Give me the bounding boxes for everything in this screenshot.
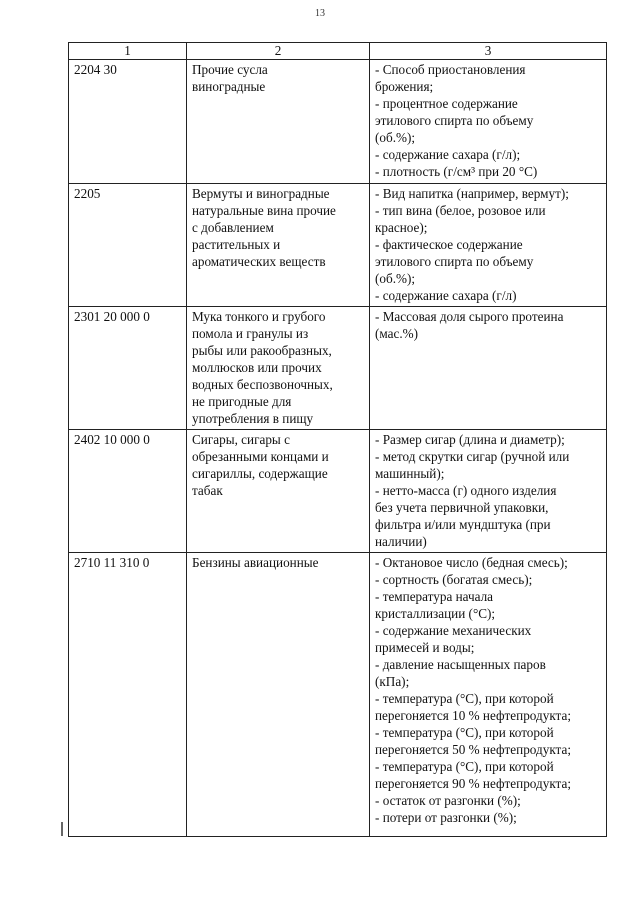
row-code: 2205 — [74, 186, 101, 201]
table-row — [69, 184, 607, 307]
property-item: - сортность (богатая смесь); — [375, 572, 533, 587]
row-code: 2710 11 310 0 — [74, 555, 150, 570]
property-item: - Вид напитка (например, вермут); — [375, 186, 569, 201]
row-name-cell — [187, 553, 370, 837]
row-code-cell — [69, 184, 187, 307]
table-row — [69, 430, 607, 553]
row-properties-cell — [370, 60, 607, 184]
property-item: - нетто-масса (г) одного изделия без учета первичной упаковки, фильтра и/или мундштука (при наличии) — [375, 483, 557, 549]
column-header-1: 1 — [69, 43, 187, 60]
row-properties-cell — [370, 553, 607, 837]
property-item: - потери от разгонки (%); — [375, 810, 517, 825]
property-item: - содержание механических примесей и воды; — [375, 623, 532, 655]
property-item: - остаток от разгонки (%); — [375, 793, 521, 808]
property-item: - содержание сахара (г/л) — [375, 288, 517, 303]
property-item: - Размер сигар (длина и диаметр); — [375, 432, 565, 447]
property-item: - метод скрутки сигар (ручной или машинный); — [375, 449, 570, 481]
column-header-2: 2 — [187, 43, 370, 60]
row-name: Мука тонкого и грубого помола и гранулы из рыбы или ракообразных, моллюсков или прочих водных беспозвоночных, не пригодные для употребления в пищу — [192, 309, 333, 426]
specification-table — [68, 42, 607, 837]
table-header-row — [69, 43, 607, 60]
row-name-cell — [187, 307, 370, 430]
property-item: - Массовая доля сырого протеина (мас.%) — [375, 309, 564, 341]
row-properties-cell — [370, 184, 607, 307]
table-row — [69, 553, 607, 837]
property-item: - фактическое содержание этилового спирта по объему (об.%); — [375, 237, 534, 286]
property-item: - процентное содержание этилового спирта по объему (об.%); — [375, 96, 534, 145]
row-code: 2204 30 — [74, 62, 117, 77]
row-name: Прочие сусла виноградные — [192, 62, 268, 94]
row-properties-cell — [370, 430, 607, 553]
property-item: - температура (°С), при которой перегоняется 10 % нефтепродукта; — [375, 691, 571, 723]
row-code-cell — [69, 430, 187, 553]
row-code: 2301 20 000 0 — [74, 309, 150, 324]
property-item: - давление насыщенных паров (кПа); — [375, 657, 546, 689]
property-item: - тип вина (белое, розовое или красное); — [375, 203, 546, 235]
row-name: Вермуты и виноградные натуральные вина прочие с добавлением растительных и ароматических веществ — [192, 186, 336, 269]
page-number: 13 — [315, 8, 325, 19]
row-name-cell — [187, 184, 370, 307]
row-name-cell — [187, 60, 370, 184]
row-name: Бензины авиационные — [192, 555, 319, 570]
property-item: - температура начала кристаллизации (°С); — [375, 589, 496, 621]
row-name-cell — [187, 430, 370, 553]
property-item: - Способ приостановления брожения; — [375, 62, 526, 94]
row-code-cell — [69, 553, 187, 837]
property-item: - температура (°С), при которой перегоняется 90 % нефтепродукта; — [375, 759, 571, 791]
row-code-cell — [69, 60, 187, 184]
property-item: - температура (°С), при которой перегоняется 50 % нефтепродукта; — [375, 725, 571, 757]
scan-edge-mark — [61, 822, 63, 836]
property-item: - плотность (г/см³ при 20 °С) — [375, 164, 538, 179]
row-name: Сигары, сигары с обрезанными концами и сигариллы, содержащие табак — [192, 432, 329, 498]
table-row — [69, 60, 607, 184]
column-header-3: 3 — [370, 43, 607, 60]
row-code: 2402 10 000 0 — [74, 432, 150, 447]
row-properties-cell — [370, 307, 607, 430]
table-row — [69, 307, 607, 430]
property-item: - содержание сахара (г/л); — [375, 147, 521, 162]
property-item: - Октановое число (бедная смесь); — [375, 555, 568, 570]
row-code-cell — [69, 307, 187, 430]
